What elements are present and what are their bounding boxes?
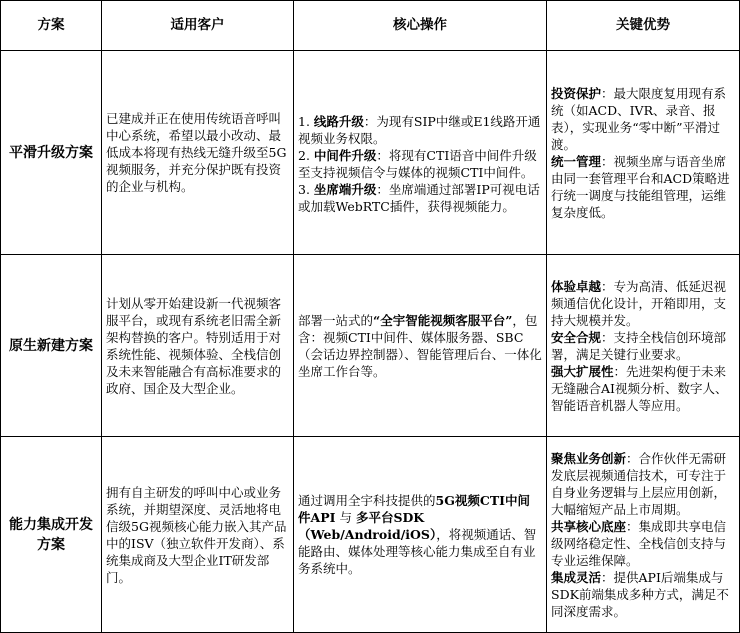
scheme-name: 平滑升级方案 xyxy=(1,51,102,255)
scheme-name: 能力集成开发方案 xyxy=(1,437,102,633)
advantage-item: 聚焦业务创新：合作伙伴无需研发底层视频通信技术，可专注于自身业务逻辑与上层应用创新，大幅缩短产品上市周期。 xyxy=(551,450,727,517)
advantage-item: 安全合规：支持全栈信创环境部署，满足关键行业要求。 xyxy=(551,329,727,362)
header-ops: 核心操作 xyxy=(294,1,547,51)
ops-text: 通过调用全宇科技提供的5G视频CTI中间件API 与 多平台SDK（Web/Android/iOS），将视频通话、智能路由、媒体处理等核心能力集成至自有业务系统中。 xyxy=(298,493,537,576)
client-cell: 已建成并正在使用传统语音呼叫中心系统，希望以最小改动、最低成本将现有热线无缝升级至5G视频服务，并充分保护既有投资的企业与机构。 xyxy=(102,51,294,255)
advantage-item: 共享核心底座：集成即共享电信级网络稳定性、全栈信创支持与专业运维保障。 xyxy=(551,518,727,568)
ops-cell xyxy=(294,437,547,633)
table-row xyxy=(1,255,740,437)
scheme-name: 原生新建方案 xyxy=(1,255,102,437)
header-client: 适用客户 xyxy=(102,1,294,51)
client-cell: 拥有自主研发的呼叫中心或业务系统，并期望深度、灵活地将电信级5G视频核心能力嵌入其产品中的ISV（独立软件开发商）、系统集成商及大型企业IT研发部门。 xyxy=(102,437,294,633)
ops-step: 3. 坐席端升级：坐席端通过部署IP可视电话或加载WebRTC插件，获得视频能力。 xyxy=(298,181,540,214)
advantage-item: 体验卓越：专为高清、低延迟视频通信优化设计，开箱即用，支持大规模并发。 xyxy=(551,278,727,328)
ops-step: 2. 中间件升级：将现有CTI语音中间件升级至支持视频信令与媒体的视频CTI中间件。 xyxy=(298,147,537,180)
ops-cell xyxy=(294,255,547,437)
ops-text: 部署一站式的“全宇智能视频客服平台”，包含：视频CTI中间件、媒体服务器、SBC（会话边界控制器）、智能管理后台、一体化坐席工作台等。 xyxy=(298,312,542,379)
advantage-item: 强大扩展性：先进架构便于未来无缝融合AI视频分析、数字人、智能语音机器人等应用。 xyxy=(551,363,728,413)
ops-cell xyxy=(294,51,547,255)
advantage-cell xyxy=(547,255,740,437)
table-row xyxy=(1,51,740,255)
advantage-cell xyxy=(547,51,740,255)
advantage-cell xyxy=(547,437,740,633)
ops-step: 1. 线路升级：为现有SIP中继或E1线路开通视频业务权限。 xyxy=(298,113,541,146)
header-advantage: 关键优势 xyxy=(547,1,740,51)
table-row xyxy=(1,437,740,633)
advantage-item: 投资保护：最大限度复用现有系统（如ACD、IVR、录音、报表），实现业务“零中断”平滑过渡。 xyxy=(551,85,727,152)
header-row xyxy=(1,1,740,51)
header-scheme: 方案 xyxy=(1,1,102,51)
client-cell: 计划从零开始建设新一代视频客服平台，或现有系统老旧需全新架构替换的客户。特别适用于对系统性能、视频体验、全栈信创及未来智能融合有高标准要求的政府、国企及大型企业。 xyxy=(102,255,294,437)
advantage-item: 统一管理：视频坐席与语音坐席由同一套管理平台和ACD策略进行统一调度与技能组管理，运维复杂度低。 xyxy=(551,153,730,220)
advantage-item: 集成灵活：提供API后端集成与SDK前端集成多种方式，满足不同深度需求。 xyxy=(551,569,729,619)
